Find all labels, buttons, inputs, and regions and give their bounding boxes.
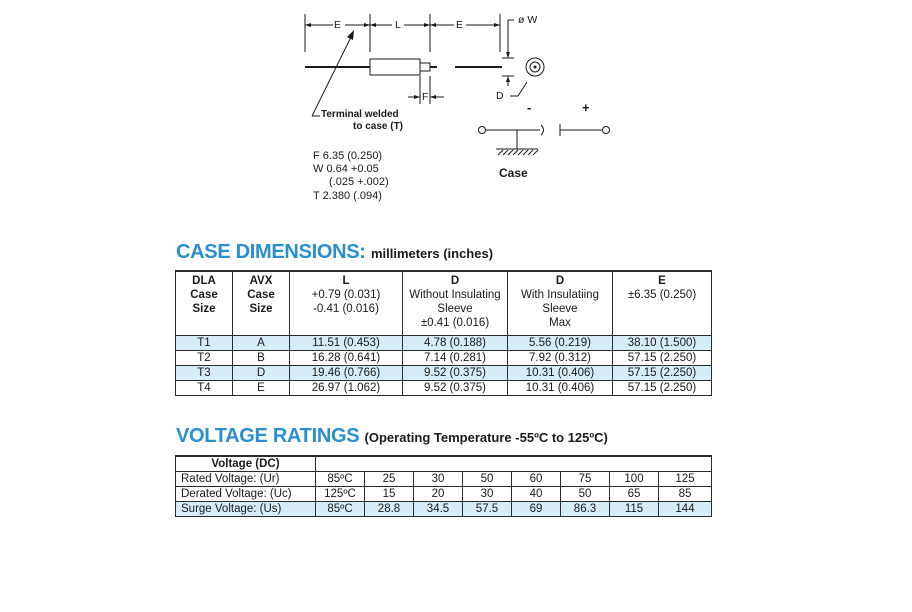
col-avx-case-size: AVX Case Size (233, 271, 290, 335)
dimension-l-label: L (395, 19, 401, 31)
table-row: Surge Voltage: (Us) 85ºC 28.8 34.5 57.5 69 86.3 115 144 (176, 502, 712, 517)
col-lead-length: E ±6.35 (0.250) (613, 271, 712, 335)
case-dimensions-units: millimeters (inches) (370, 246, 494, 261)
col-diameter-with-sleeve: D With Insulatiing Sleeve Max (508, 271, 613, 335)
table-row: T1 A 11.51 (0.453) 4.78 (0.188) 5.56 (0.219) 38.10 (1.500) (176, 335, 712, 350)
dimension-e-left-label: E (334, 19, 342, 31)
voltage-ratings-temperature: (Operating Temperature -55ºC to 125ºC) (364, 430, 608, 445)
dimension-d-label: D (496, 90, 504, 102)
spec-w-inches: (.025 +.002) (329, 176, 389, 188)
voltage-dc-header: Voltage (DC) (176, 456, 316, 472)
voltage-ratings-table (175, 455, 712, 517)
spec-f: F 6.35 (0.250) (313, 150, 383, 162)
voltage-header-row (176, 456, 712, 472)
case-dimensions-heading (176, 241, 493, 264)
table-row: T4 E 26.97 (1.062) 9.52 (0.375) 10.31 (0.406) 57.15 (2.250) (176, 380, 712, 395)
dimension-e-right-label: E (456, 19, 464, 31)
table-row: Rated Voltage: (Ur) 85ºC 25 30 50 60 75 100 125 (176, 472, 712, 487)
case-dimensions-table (175, 270, 712, 396)
col-dla-case-size: DLA Case Size (176, 271, 233, 335)
col-length: L +0.79 (0.031) -0.41 (0.016) (290, 271, 403, 335)
terminal-note-line1: Terminal welded (321, 109, 399, 120)
polarity-minus-label: - (527, 100, 532, 115)
terminal-note-line2: to case (T) (353, 121, 404, 132)
col-diameter-without-sleeve: D Without Insulating Sleeve ±0.41 (0.016) (403, 271, 508, 335)
case-dimension-drawing (0, 0, 912, 240)
spec-w: W 0.64 +0.05 (313, 163, 379, 175)
dimension-w-label: ø W (518, 14, 538, 26)
dimension-f-label: F (422, 91, 429, 103)
voltage-ratings-title: VOLTAGE RATINGS (176, 425, 360, 447)
spec-t: T 2.380 (.094) (313, 190, 382, 202)
case-dimensions-title: CASE DIMENSIONS: (176, 241, 366, 263)
table-row: T2 B 16.28 (0.641) 7.14 (0.281) 7.92 (0.312) 57.15 (2.250) (176, 350, 712, 365)
table-row: Derated Voltage: (Uc) 125ºC 15 20 30 40 50 65 85 (176, 487, 712, 502)
table-row: T3 D 19.46 (0.766) 9.52 (0.375) 10.31 (0.406) 57.15 (2.250) (176, 365, 712, 380)
case-symbol-label: Case (499, 166, 528, 180)
voltage-ratings-heading (176, 425, 608, 448)
polarity-plus-label: + (582, 100, 590, 115)
